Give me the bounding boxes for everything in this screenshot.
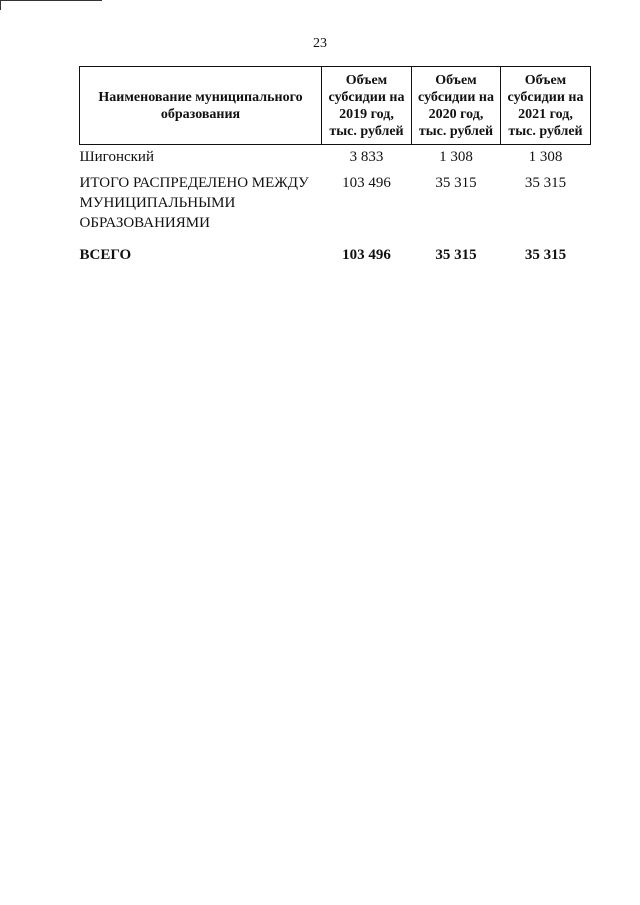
subtotal-2021-cell: 35 315 bbox=[524, 175, 567, 191]
header-municipality-name: Наименование муниципального образования bbox=[80, 67, 322, 145]
page-number: 23 bbox=[313, 36, 327, 51]
subsidy-2020-cell: 1 308 bbox=[439, 149, 473, 165]
table-row-subtotal bbox=[80, 167, 591, 235]
subsidy-2021-cell: 1 308 bbox=[528, 149, 563, 165]
header-subsidy-2021: Объем субсидии на 2021 год, тыс. рублей bbox=[501, 67, 591, 145]
total-label-cell: ВСЕГО bbox=[79, 247, 132, 263]
header-subsidy-2019: Объем субсидии на 2019 год, тыс. рублей bbox=[322, 67, 412, 145]
total-2019-cell: 103 496 bbox=[342, 247, 391, 263]
scan-edge-top bbox=[0, 0, 102, 1]
subtotal-label-cell: ИТОГО РАСПРЕДЕЛЕНО МЕЖДУ МУНИЦИПАЛЬНЫМИ ОБРАЗОВАНИЯМИ bbox=[79, 175, 309, 231]
subsidy-table bbox=[79, 66, 591, 265]
total-2021-cell: 35 315 bbox=[524, 247, 567, 263]
total-2020-cell: 35 315 bbox=[435, 247, 477, 263]
table-row-total bbox=[80, 235, 591, 265]
subtotal-2020-cell: 35 315 bbox=[435, 175, 477, 191]
municipality-name-cell: Шигонский bbox=[79, 149, 154, 165]
table-header-row bbox=[80, 67, 591, 145]
scan-edge-left bbox=[0, 0, 1, 10]
table-row bbox=[80, 145, 591, 168]
subtotal-2019-cell: 103 496 bbox=[342, 175, 391, 191]
subsidy-2019-cell: 3 833 bbox=[349, 149, 384, 165]
header-subsidy-2020: Объем субсидии на 2020 год, тыс. рублей bbox=[412, 67, 501, 145]
